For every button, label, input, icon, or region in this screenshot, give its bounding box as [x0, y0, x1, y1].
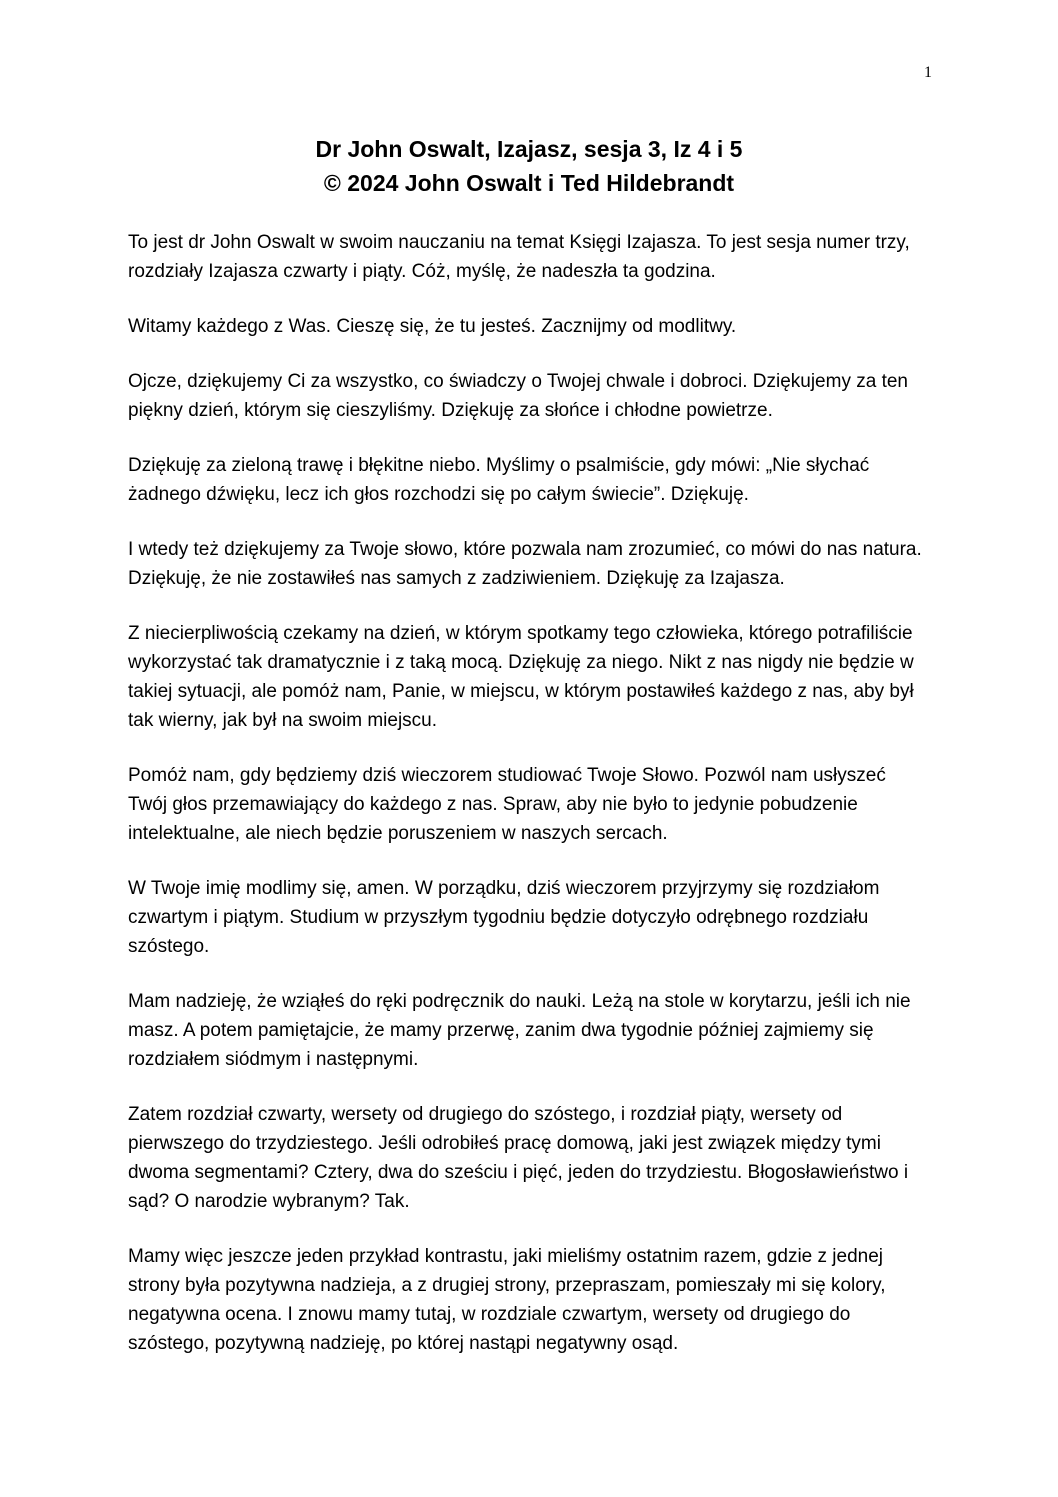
paragraph: Pomóż nam, gdy będziemy dziś wieczorem studiować Twoje Słowo. Pozwól nam usłyszeć Twój głos przemawiający do każdego z nas. Spraw, aby nie było to jedynie pobudzenie intelektualne, ale niech będzie poruszeniem w naszych sercach.	[128, 765, 886, 844]
paragraph: Dziękuję za zieloną trawę i błękitne niebo. Myślimy o psalmiście, gdy mówi: „Nie słychać żadnego dźwięku, lecz ich głos rozchodzi się po całym świecie”. Dziękuję.	[128, 455, 870, 505]
paragraph: Mamy więc jeszcze jeden przykład kontrastu, jaki mieliśmy ostatnim razem, gdzie z jednej strony była pozytywna nadzieja, a z drugiej strony, przepraszam, pomieszały mi się kolory, negatywna ocena. I znowu mamy tutaj, w rozdziale czwartym, wersety od drugiego do szóstego, pozytywną nadzieję, po której nastąpi negatywny osąd.	[128, 1246, 886, 1354]
paragraph: Ojcze, dziękujemy Ci za wszystko, co świadczy o Twojej chwale i dobroci. Dziękujemy za ten piękny dzień, którym się cieszyliśmy. Dziękuję za słońce i chłodne powietrze.	[128, 371, 908, 421]
paragraph: Witamy każdego z Was. Cieszę się, że tu jesteś. Zacznijmy od modlitwy.	[128, 316, 737, 337]
title-line-2: © 2024 John Oswalt i Ted Hildebrandt	[323, 170, 735, 196]
title-line-1: Dr John Oswalt, Izajasz, sesja 3, Iz 4 i 5	[315, 136, 743, 162]
paragraph: W Twoje imię modlimy się, amen. W porządku, dziś wieczorem przyjrzymy się rozdziałom czwartym i piątym. Studium w przyszłym tygodniu będzie dotyczyło odrębnego rozdziału szóstego.	[128, 878, 880, 957]
document-title	[0, 132, 1058, 200]
paragraph: Z niecierpliwością czekamy na dzień, w którym spotkamy tego człowieka, którego potrafiliście wykorzystać tak dramatycznie i z taką mocą. Dziękuję za niego. Nikt z nas nigdy nie będzie w takiej sytuacji, ale pomóż nam, Panie, w miejscu, w którym postawiłeś każdego z nas, aby był tak wierny, jak był na swoim miejscu.	[128, 623, 914, 731]
paragraph: To jest dr John Oswalt w swoim nauczaniu na temat Księgi Izajasza. To jest sesja numer trzy, rozdziały Izajasza czwarty i piąty. Cóż, myślę, że nadeszła ta godzina.	[128, 232, 910, 282]
paragraph: I wtedy też dziękujemy za Twoje słowo, które pozwala nam zrozumieć, co mówi do nas natura. Dziękuję, że nie zostawiłeś nas samych z zadziwieniem. Dziękuję za Izajasza.	[128, 539, 922, 589]
page-number: 1	[924, 64, 932, 81]
paragraph: Mam nadzieję, że wziąłeś do ręki podręcznik do nauki. Leżą na stole w korytarzu, jeśli ich nie masz. A potem pamiętajcie, że mamy przerwę, zanim dwa tygodnie później zajmiemy się rozdziałem siódmym i następnymi.	[128, 991, 911, 1070]
paragraph: Zatem rozdział czwarty, wersety od drugiego do szóstego, i rozdział piąty, wersety od pierwszego do trzydziestego. Jeśli odrobiłeś pracę domową, jaki jest związek między tymi dwoma segmentami? Cztery, dwa do sześciu i pięć, jeden do trzydziestu. Błogosławieństwo i sąd? O narodzie wybranym? Tak.	[128, 1104, 909, 1212]
document-body	[128, 228, 928, 1384]
